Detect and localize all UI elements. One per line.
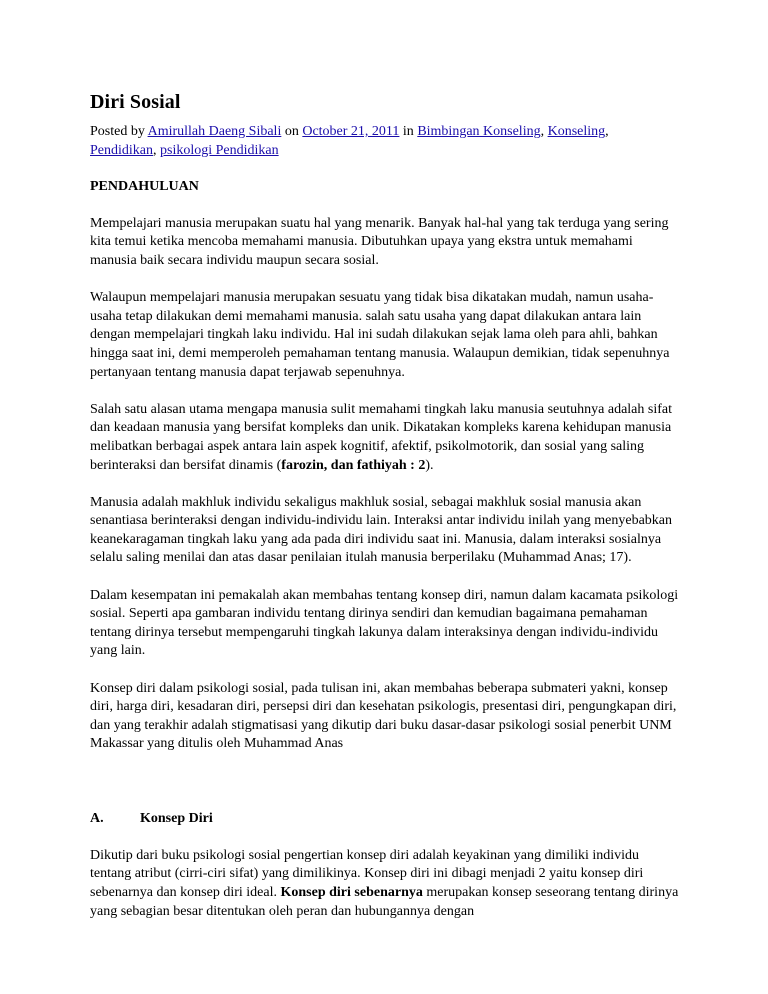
paragraph-2: Walaupun mempelajari manusia merupakan sesuatu yang tidak bisa dikatakan mudah, namun usaha-usaha tetap dilakukan demi memahami manusia. salah satu usaha yang dapat dilakukan antara lain dengan mempelajari tingkah laku individu. Hal ini sudah dilakukan sejak lama oleh para ahli, bahkan hingga saat ini, demi memperoleh pemahaman tentang manusia. Walaupun demikian, tidak sepenuhnya pertanyaan tentang manusia dapat terjawab sepenuhnya. xyxy=(90,290,670,380)
section-a-heading xyxy=(90,810,680,829)
category-link-bimbingan-konseling[interactable]: Bimbingan Konseling xyxy=(417,124,541,139)
paragraph-7 xyxy=(90,847,680,921)
category-link-psikologi-pendidikan[interactable]: psikologi Pendidikan xyxy=(160,142,279,158)
category-link-pendidikan[interactable]: Pendidikan xyxy=(90,142,153,158)
paragraph-5: Dalam kesempatan ini pemakalah akan membahas tentang konsep diri, namun dalam kacamata psikologi sosial. Seperti apa gambaran individu tentang dirinya sendiri dan kemudian bagaimana pemahaman tentang dirinya tersebut mempengaruhi tingkah lakunya dalam interaksinya dengan individu-individu yang lain. xyxy=(90,587,679,659)
separator: , xyxy=(605,124,609,139)
post-title: Diri Sosial xyxy=(90,91,181,113)
paragraph-6: Konsep diri dalam psikologi sosial, pada tulisan ini, akan membahas beberapa submateri yakni, konsep diri, harga diri, kesadaran diri, persepsi diri dan kesehatan psikologis, presentasi diri, pengungkapan diri, dan yang terakhir adalah stigmatisasi yang dikutip dari buku dasar-dasar psikologi sosial penerbit UNM Makassar yang ditulis oleh Muhammad Anas xyxy=(90,680,677,752)
paragraph-7-text: Dikutip dari buku psikologi sosial pengertian konsep diri adalah keyakinan yang dimiliki individu tentang atribut (cirri-ciri sifat) yang dimilikinya. Konsep diri ini dibagi menjadi 2 yaitu konsep diri sebenarnya dan konsep diri ideal. xyxy=(90,847,644,900)
paragraph-3-end: ). xyxy=(425,457,434,473)
separator: , xyxy=(153,142,160,158)
spacer xyxy=(90,773,680,810)
section-title: Konsep Diri xyxy=(140,810,213,826)
term-konsep-diri-sebenarnya: Konsep diri sebenarnya xyxy=(280,884,423,900)
posted-by-label: Posted by xyxy=(90,124,148,139)
post-meta xyxy=(90,123,680,160)
paragraph-4: Manusia adalah makhluk individu sekaligus makhluk sosial, sebagai makhluk sosial manusia akan senantiasa berinteraksi dengan individu-individu lain. Interaksi antar individu inilah yang menyebabkan keanekaragaman tingkah laku yang ada pada diri individu saat ini. Manusia, dalam interaksi sosialnya selalu saling menilai dan atas dasar penilaian itulah manusia berperilaku (Muhammad Anas; 17). xyxy=(90,494,673,566)
separator: , xyxy=(540,124,548,139)
section-letter: A. xyxy=(90,810,104,826)
paragraph-3-text: Salah satu alasan utama mengapa manusia sulit memahami tingkah laku manusia seutuhnya adalah sifat dan keadaan manusia yang bersifat kompleks dan unik. Dikatakan kompleks karena kehidupan manusia melibatkan berbagai aspek antara lain aspek kognitif, afektif, psikolmotorik, dan sosial yang saling berinteraksi dan bersifat dinamis ( xyxy=(90,401,672,473)
intro-heading: PENDAHULUAN xyxy=(90,179,199,195)
category-link-konseling[interactable]: Konseling xyxy=(547,124,606,139)
paragraph-7-end: merupakan konsep seseorang tentang dirinya yang sebagian besar ditentukan oleh peran dan hubungannya dengan xyxy=(90,884,679,919)
document-page xyxy=(90,89,680,921)
on-label: on xyxy=(281,124,303,139)
citation-farozin: farozin, dan fathiyah : 2 xyxy=(281,457,426,473)
in-label: in xyxy=(399,124,418,139)
paragraph-3 xyxy=(90,401,680,475)
date-link[interactable]: October 21, 2011 xyxy=(302,124,400,139)
paragraph-1: Mempelajari manusia merupakan suatu hal yang menarik. Banyak hal-hal yang tak terduga yang sering kita temui ketika mencoba memahami manusia. Dibutuhkan upaya yang ekstra untuk memahami manusia baik secara individu maupun secara sosial. xyxy=(90,215,669,268)
author-link[interactable]: Amirullah Daeng Sibali xyxy=(147,124,282,139)
